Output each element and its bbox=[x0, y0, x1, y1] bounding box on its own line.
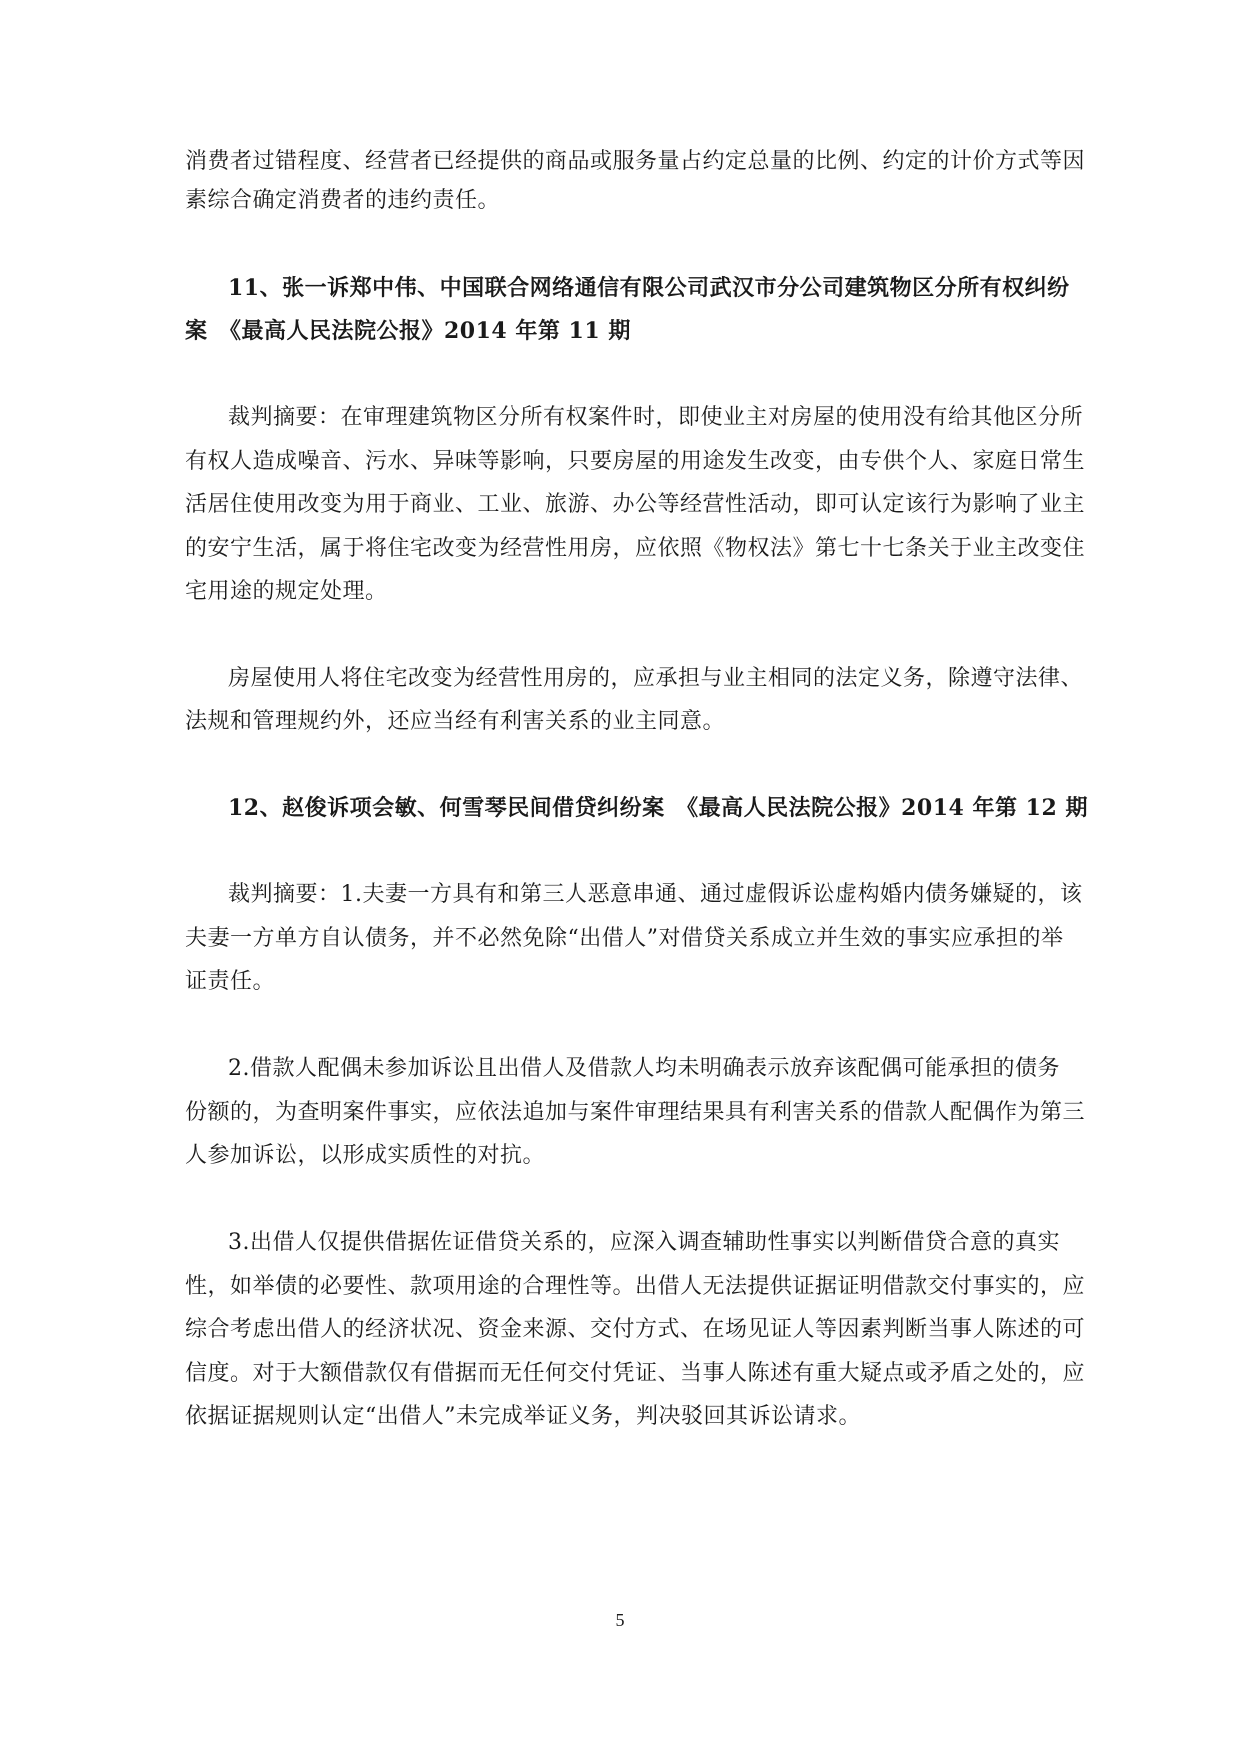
paragraph-line: 宅用途的规定处理。 bbox=[185, 579, 388, 604]
paragraph-line: 房屋使用人将住宅改变为经营性用房的，应承担与业主相同的法定义务，除遵守法律、 bbox=[228, 666, 1084, 691]
paragraph-line: 活居住使用改变为用于商业、工业、旅游、办公等经营性活动，即可认定该行为影响了业主 bbox=[185, 492, 1086, 517]
paragraph-line: 份额的，为查明案件事实，应依法追加与案件审理结果具有利害关系的借款人配偶作为第三 bbox=[185, 1100, 1086, 1125]
paragraph-line: 2.借款人配偶未参加诉讼且出借人及借款人均未明确表示放弃该配偶可能承担的债务 bbox=[228, 1056, 1060, 1081]
paragraph-line: 的安宁生活，属于将住宅改变为经营性用房，应依照《物权法》第七十七条关于业主改变住 bbox=[185, 536, 1086, 561]
paragraph-line: 有权人造成噪音、污水、异味等影响，只要房屋的用途发生改变，由专供个人、家庭日常生 bbox=[185, 449, 1086, 474]
paragraph-line: 夫妻一方单方自认债务，并不必然免除“出借人”对借贷关系成立并生效的事实应承担的举 bbox=[185, 926, 1064, 951]
paragraph-line: 人参加诉讼，以形成实质性的对抗。 bbox=[185, 1143, 546, 1168]
paragraph-line: 性，如举债的必要性、款项用途的合理性等。出借人无法提供证据证明借款交付事实的，应 bbox=[185, 1274, 1086, 1299]
paragraph-line: 法规和管理规约外，还应当经有利害关系的业主同意。 bbox=[185, 709, 726, 734]
paragraph-line: 证责任。 bbox=[185, 969, 276, 994]
page-number: 5 bbox=[615, 1610, 625, 1630]
paragraph-line: 3.出借人仅提供借据佐证借贷关系的，应深入调查辅助性事实以判断借贷合意的真实 bbox=[228, 1230, 1060, 1255]
paragraph-line: 消费者过错程度、经营者已经提供的商品或服务量占约定总量的比例、约定的计价方式等因 bbox=[185, 149, 1086, 174]
paragraph-line: 信度。对于大额借款仅有借据而无任何交付凭证、当事人陈述有重大疑点或矛盾之处的，应 bbox=[185, 1361, 1086, 1386]
case-heading: 案 《最高人民法院公报》2014 年第 11 期 bbox=[185, 318, 631, 344]
paragraph-line: 裁判摘要：1.夫妻一方具有和第三人恶意串通、通过虚假诉讼虚构婚内债务嫌疑的，该 bbox=[228, 882, 1083, 907]
paragraph-line: 裁判摘要：在审理建筑物区分所有权案件时，即使业主对房屋的使用没有给其他区分所 bbox=[228, 405, 1084, 430]
paragraph-line: 依据证据规则认定“出借人”未完成举证义务，判决驳回其诉讼请求。 bbox=[185, 1404, 861, 1429]
case-heading: 11、张一诉郑中伟、中国联合网络通信有限公司武汉市分公司建筑物区分所有权纠纷 bbox=[228, 275, 1070, 301]
case-heading: 12、赵俊诉项会敏、何雪琴民间借贷纠纷案 《最高人民法院公报》2014 年第 12 期 bbox=[228, 795, 1088, 821]
paragraph-line: 素综合确定消费者的违约责任。 bbox=[185, 188, 501, 213]
paragraph-line: 综合考虑出借人的经济状况、资金来源、交付方式、在场见证人等因素判断当事人陈述的可 bbox=[185, 1317, 1086, 1342]
